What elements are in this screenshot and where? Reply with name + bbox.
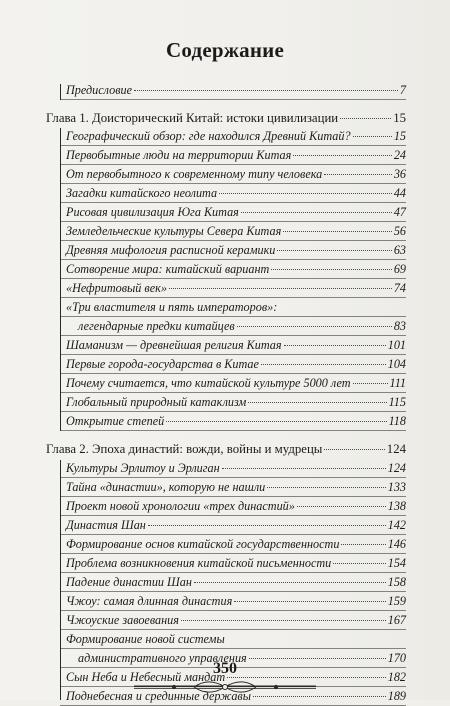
toc-entry-title: Династия Шан bbox=[66, 518, 146, 532]
toc-entry bbox=[66, 593, 406, 609]
toc-entry-page: 182 bbox=[387, 670, 406, 684]
dot-leader bbox=[248, 402, 386, 403]
entry-underline bbox=[60, 145, 406, 146]
ornament-icon bbox=[134, 680, 316, 694]
toc-entry bbox=[66, 413, 406, 429]
section-rule bbox=[60, 128, 61, 431]
toc-entry-page: 47 bbox=[393, 205, 406, 219]
toc-entry-title: Тайна «династии», которую не нашли bbox=[66, 480, 266, 494]
toc-entry bbox=[66, 261, 406, 277]
toc-entry-title: легендарные предки китайцев bbox=[78, 319, 235, 333]
toc-entry-title: Поднебесная и срединные державы bbox=[66, 689, 251, 703]
toc-entry bbox=[66, 631, 406, 647]
dot-leader bbox=[219, 193, 392, 194]
entry-underline bbox=[60, 297, 406, 298]
toc-entry-page: 118 bbox=[388, 414, 406, 428]
dot-leader bbox=[194, 582, 386, 583]
toc-entry-page: 167 bbox=[387, 613, 406, 627]
entry-underline bbox=[60, 335, 406, 336]
toc-entry-page: 44 bbox=[393, 186, 406, 200]
dot-leader bbox=[353, 136, 392, 137]
entry-underline bbox=[60, 221, 406, 222]
dot-leader bbox=[284, 345, 386, 346]
toc-entry-page: 138 bbox=[387, 499, 406, 513]
entry-underline bbox=[60, 354, 406, 355]
toc-entry bbox=[66, 555, 406, 571]
toc-entry-title: Глобальный природный катаклизм bbox=[66, 395, 247, 409]
entry-underline bbox=[60, 411, 406, 412]
toc-entry-title: Открытие степей bbox=[66, 414, 165, 428]
entry-underline bbox=[60, 164, 406, 165]
toc-entry-page: 24 bbox=[393, 148, 406, 162]
toc-entry-title: От первобытного к современному типу человека bbox=[66, 167, 323, 181]
toc-entry bbox=[66, 574, 406, 590]
dot-leader bbox=[169, 288, 392, 289]
toc-entry-title: Чжоуские завоевания bbox=[66, 613, 179, 627]
toc-entry bbox=[66, 147, 406, 163]
toc-entry-page: 15 bbox=[393, 129, 406, 143]
toc-entry-page: 170 bbox=[387, 651, 406, 665]
toc-entry-page: 7 bbox=[399, 83, 406, 97]
toc-entry-title: Первые города-государства в Китае bbox=[66, 357, 259, 371]
toc-entry-title: «Три властителя и пять императоров»: bbox=[66, 300, 278, 314]
toc-entry-title: Культуры Эрлитоу и Эрлиган bbox=[66, 461, 220, 475]
toc-entry-page: 154 bbox=[387, 556, 406, 570]
entry-underline bbox=[60, 430, 406, 431]
dot-leader bbox=[341, 544, 385, 545]
section-rule bbox=[60, 84, 61, 100]
dot-leader bbox=[283, 231, 392, 232]
dot-leader bbox=[134, 90, 398, 91]
toc-entry bbox=[66, 479, 406, 495]
toc-entry-page: 111 bbox=[389, 376, 406, 390]
toc-entry bbox=[66, 536, 406, 552]
toc-entry-page: 101 bbox=[387, 338, 406, 352]
entry-underline bbox=[60, 240, 406, 241]
dot-leader bbox=[261, 364, 386, 365]
toc-entry-page: 69 bbox=[393, 262, 406, 276]
toc-entry-page: 124 bbox=[387, 461, 406, 475]
toc-entry-page: 133 bbox=[387, 480, 406, 494]
toc-entry-title: Глава 2. Эпоха династий: вожди, войны и мудрецы bbox=[46, 442, 323, 456]
dot-leader bbox=[241, 212, 392, 213]
toc-entry bbox=[66, 128, 406, 144]
entry-underline bbox=[60, 316, 406, 317]
toc-entry bbox=[66, 185, 406, 201]
dot-leader bbox=[166, 421, 386, 422]
toc-entry-page: 83 bbox=[393, 319, 406, 333]
entry-underline bbox=[60, 259, 406, 260]
toc-entry-title: Земледельческие культуры Севера Китая bbox=[66, 224, 282, 238]
toc-entry-title: Предисловие bbox=[66, 83, 133, 97]
toc-entry bbox=[66, 242, 406, 258]
dot-leader bbox=[234, 601, 385, 602]
dot-leader bbox=[222, 468, 386, 469]
page-title: Содержание bbox=[166, 38, 284, 62]
dot-leader bbox=[324, 174, 392, 175]
entry-underline bbox=[60, 183, 406, 184]
toc-entry-title: Формирование основ китайской государственности bbox=[66, 537, 340, 551]
toc-chapter bbox=[46, 110, 406, 126]
toc-entry-title: Сотворение мира: китайский вариант bbox=[66, 262, 270, 276]
toc-entry bbox=[66, 299, 406, 315]
toc-entry-title: Шаманизм — древнейшая религия Китая bbox=[66, 338, 282, 352]
dot-leader bbox=[353, 383, 388, 384]
entry-underline bbox=[60, 515, 406, 516]
toc-entry-title: Чжоу: самая длинная династия bbox=[66, 594, 233, 608]
toc-entry-page: 124 bbox=[386, 442, 406, 456]
toc-entry-page: 189 bbox=[387, 689, 406, 703]
entry-underline bbox=[60, 629, 406, 630]
page-number: 350 bbox=[213, 660, 237, 677]
entry-underline bbox=[60, 572, 406, 573]
toc-entry-title: Географический обзор: где находился Древний Китай? bbox=[66, 129, 351, 143]
toc-entry-title: Рисовая цивилизация Юга Китая bbox=[66, 205, 239, 219]
toc-entry-title: Первобытные люди на территории Китая bbox=[66, 148, 292, 162]
toc-entry-page: 56 bbox=[393, 224, 406, 238]
entry-underline bbox=[60, 373, 406, 374]
dot-leader bbox=[181, 620, 386, 621]
toc-entry-page: 142 bbox=[387, 518, 406, 532]
dot-leader bbox=[297, 506, 386, 507]
dot-leader bbox=[324, 449, 384, 450]
toc-entry-page: 74 bbox=[393, 281, 406, 295]
toc-entry-page: 63 bbox=[393, 243, 406, 257]
toc-entry-page: 36 bbox=[393, 167, 406, 181]
toc-entry-title: Древняя мифология расписной керамики bbox=[66, 243, 276, 257]
dot-leader bbox=[277, 250, 391, 251]
dot-leader bbox=[237, 326, 392, 327]
toc-entry-page: 104 bbox=[387, 357, 406, 371]
toc-entry-title: административного управления bbox=[78, 651, 247, 665]
toc-entry bbox=[66, 204, 406, 220]
entry-underline bbox=[60, 278, 406, 279]
toc-entry bbox=[66, 356, 406, 372]
toc-entry bbox=[66, 82, 406, 98]
toc-entry bbox=[66, 394, 406, 410]
toc-entry bbox=[66, 498, 406, 514]
toc-entry bbox=[66, 280, 406, 296]
dot-leader bbox=[340, 118, 391, 119]
entry-underline bbox=[60, 648, 406, 649]
dot-leader bbox=[271, 269, 392, 270]
toc-entry-title: «Нефритовый век» bbox=[66, 281, 167, 295]
toc-chapter bbox=[46, 441, 406, 457]
toc-entry bbox=[66, 460, 406, 476]
toc-entry-title: Почему считается, что китайской культуре 5000 лет bbox=[66, 376, 351, 390]
toc-entry-page: 158 bbox=[387, 575, 406, 589]
entry-underline bbox=[60, 534, 406, 535]
entry-underline bbox=[60, 477, 406, 478]
entry-underline bbox=[60, 553, 406, 554]
dot-leader bbox=[249, 658, 386, 659]
entry-underline bbox=[60, 202, 406, 203]
entry-underline bbox=[60, 496, 406, 497]
entry-underline bbox=[60, 591, 406, 592]
dot-leader bbox=[333, 563, 385, 564]
toc-entry-title: Проблема возникновения китайской письменности bbox=[66, 556, 332, 570]
entry-underline bbox=[60, 99, 406, 100]
toc-entry-page: 146 bbox=[387, 537, 406, 551]
toc-entry-page: 159 bbox=[387, 594, 406, 608]
toc-entry bbox=[66, 166, 406, 182]
dot-leader bbox=[267, 487, 385, 488]
toc-entry-page: 115 bbox=[388, 395, 406, 409]
toc-entry-title: Проект новой хронологии «трех династий» bbox=[66, 499, 295, 513]
toc-entry bbox=[78, 318, 406, 334]
toc-entry bbox=[66, 223, 406, 239]
toc-entry-title: Падение династии Шан bbox=[66, 575, 192, 589]
toc-entry-title: Загадки китайского неолита bbox=[66, 186, 218, 200]
toc-entry bbox=[66, 517, 406, 533]
toc-entry bbox=[66, 337, 406, 353]
toc-entry-page: 15 bbox=[393, 111, 406, 125]
toc-entry bbox=[66, 612, 406, 628]
toc-entry-title: Глава 1. Доисторический Китай: истоки цивилизации bbox=[46, 111, 339, 125]
dot-leader bbox=[253, 696, 386, 697]
toc-entry-title: Формирование новой системы bbox=[66, 632, 225, 646]
dot-leader bbox=[148, 525, 386, 526]
entry-underline bbox=[60, 610, 406, 611]
toc-entry bbox=[66, 375, 406, 391]
entry-underline bbox=[60, 392, 406, 393]
toc-entry-title: Сын Неба и Небесный мандат bbox=[66, 670, 226, 684]
dot-leader bbox=[293, 155, 391, 156]
